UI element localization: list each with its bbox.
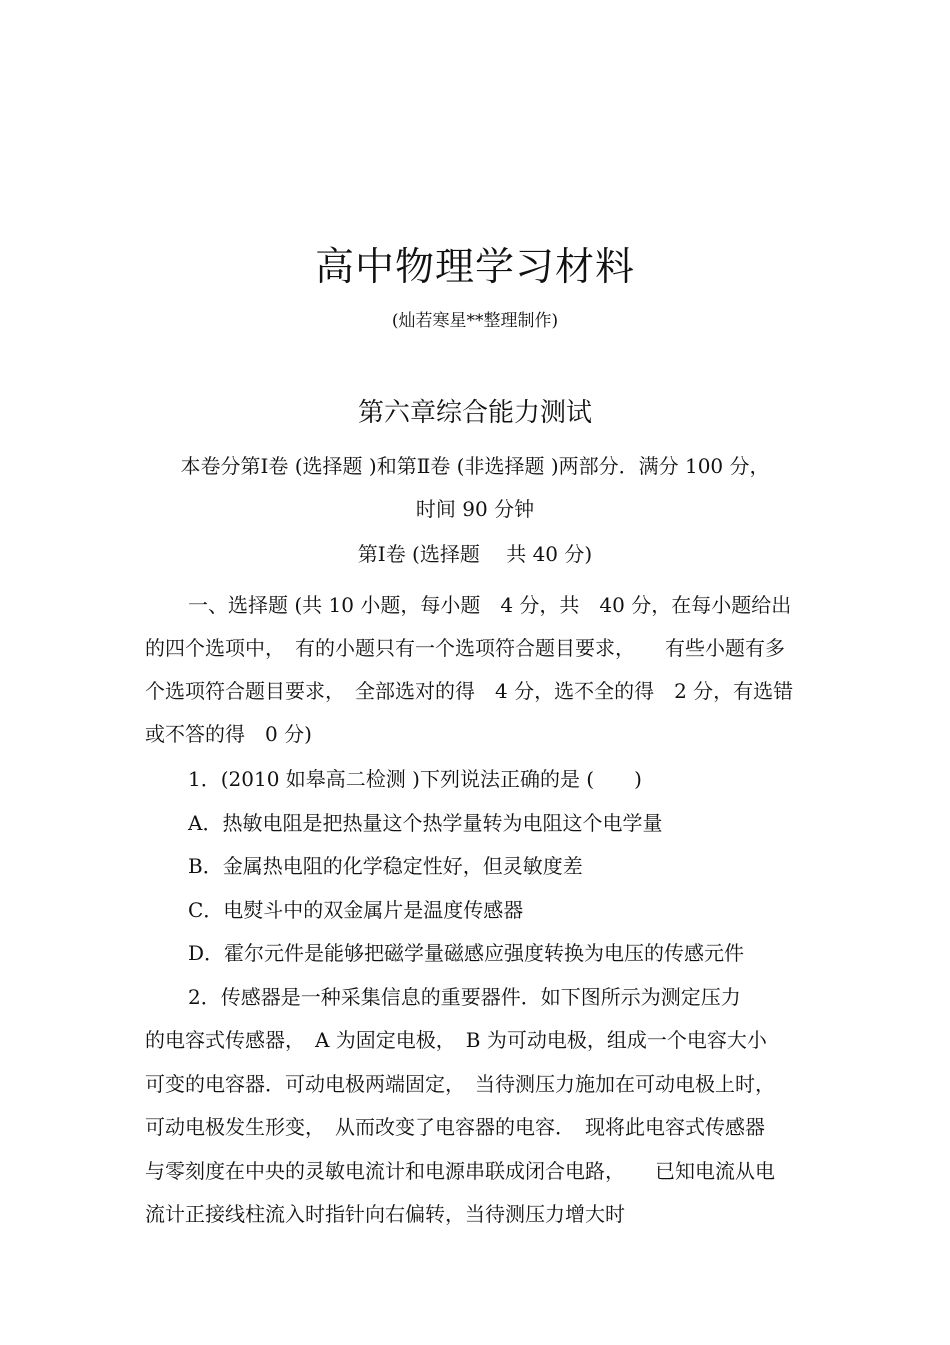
question-2-line: 可变的电容器．可动电极两端固定， 当待测压力施加在可动电极上时， — [145, 1072, 775, 1096]
section-instruction-line: 的四个选项中， 有的小题只有一个选项符合题目要求， 有些小题有多 — [145, 636, 785, 660]
question-2-line: 与零刻度在中央的灵敏电流计和电源串联成闭合电路， 已知电流从电 — [145, 1159, 775, 1183]
section-instruction-line: 或不答的得 0 分) — [145, 722, 312, 746]
section-instruction-line: 个选项符合题目要求， 全部选对的得 4 分，选不全的得 2 分，有选错 — [145, 679, 794, 703]
part-title: 第Ⅰ卷 (选择题 共 40 分) — [357, 542, 593, 566]
intro-line-2: 时间 90 分钟 — [415, 497, 535, 521]
question-1-option-c: C．电熨斗中的双金属片是温度传感器 — [188, 898, 524, 922]
section-instruction-line: 一、选择题 (共 10 小题，每小题 4 分，共 40 分，在每小题给出 — [188, 593, 792, 617]
question-1-option-b: B．金属热电阻的化学稳定性好，但灵敏度差 — [188, 854, 583, 878]
question-1-option-d: D．霍尔元件是能够把磁学量磁感应强度转换为电压的传感元件 — [188, 941, 745, 965]
question-2-line: 可动电极发生形变， 从而改变了电容器的电容． 现将此电容式传感器 — [145, 1115, 765, 1139]
chapter-title: 第六章综合能力测试 — [357, 398, 592, 428]
intro-line-1: 本卷分第Ⅰ卷 (选择题 )和第Ⅱ卷 (非选择题 )两部分．满分 100 分， — [180, 454, 770, 478]
question-2-line: 的电容式传感器， A 为固定电极， B 为可动电极，组成一个电容大小 — [145, 1028, 767, 1052]
question-1-option-a: A．热敏电阻是把热量这个热学量转为电阻这个电学量 — [188, 811, 663, 835]
main-title: 高中物理学习材料 — [314, 245, 635, 290]
subtitle: (灿若寒星**整理制作) — [391, 311, 559, 331]
question-1-stem: 1．(2010 如皋高二检测 )下列说法正确的是 ( ) — [188, 767, 642, 791]
question-2-line: 流计正接线柱流入时指针向右偏转，当待测压力增大时 — [145, 1202, 625, 1226]
question-2-line: 2．传感器是一种采集信息的重要器件．如下图所示为测定压力 — [188, 985, 741, 1009]
